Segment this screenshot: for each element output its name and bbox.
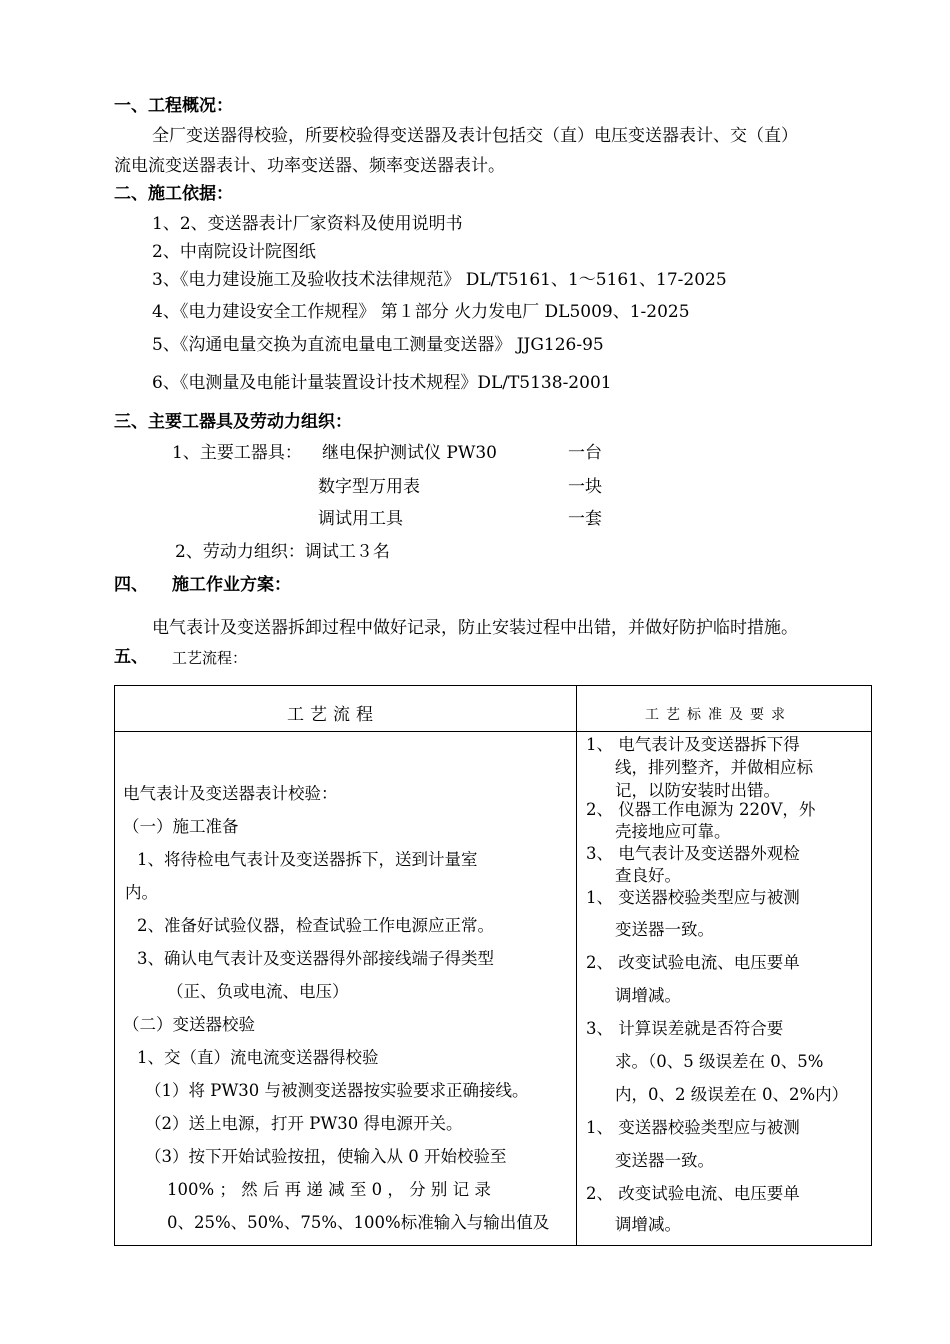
standard-line: 1、 变送器校验类型应与被测 bbox=[586, 1118, 800, 1137]
process-line: （3）按下开始试验按扭，使输入从 0 开始校验至 bbox=[145, 1147, 507, 1166]
standard-line: 3、 计算误差就是否符合要 bbox=[586, 1019, 784, 1038]
standard-line: 2、 改变试验电流、电压要单 bbox=[586, 953, 800, 972]
basis-item: 6、《电测量及电能计量装置设计技术规程》DL/T5138-2001 bbox=[152, 373, 612, 393]
standard-line: 1、 电气表计及变送器拆下得 bbox=[586, 735, 800, 754]
process-line: 3、确认电气表计及变送器得外部接线端子得类型 bbox=[137, 949, 494, 968]
process-line: （1）将 PW30 与被测变送器按实验要求正确接线。 bbox=[145, 1081, 529, 1100]
standard-line: 调增减。 bbox=[615, 986, 681, 1005]
standard-line: 变送器一致。 bbox=[615, 920, 714, 939]
section-4-number: 四、 bbox=[114, 575, 148, 595]
section-2-title: 二、施工依据： bbox=[114, 184, 233, 204]
section-5-number: 五、 bbox=[114, 647, 148, 667]
process-line: 电气表计及变送器表计校验： bbox=[123, 784, 338, 803]
process-line: （一）施工准备 bbox=[123, 817, 239, 836]
standard-line: 调增减。 bbox=[615, 1215, 681, 1234]
process-line: 100% ； 然 后 再 递 减 至 0 ， 分 别 记 录 bbox=[167, 1180, 491, 1199]
standard-line: 1、 变送器校验类型应与被测 bbox=[586, 888, 800, 907]
section-1-title: 一、工程概况： bbox=[114, 96, 233, 116]
process-line: （二）变送器校验 bbox=[123, 1015, 255, 1034]
basis-item: 3、《电力建设施工及验收技术法律规范》 DL/T5161、1～5161、17-2025 bbox=[152, 270, 727, 290]
standard-line: 变送器一致。 bbox=[615, 1151, 714, 1170]
standard-line: 2、 改变试验电流、电压要单 bbox=[586, 1184, 800, 1203]
standard-line: 3、 电气表计及变送器外观检 bbox=[586, 844, 800, 863]
standard-line: 求。（0、5 级误差在 0、5% bbox=[615, 1052, 824, 1071]
section-4-paragraph: 电气表计及变送器拆卸过程中做好记录，防止安装过程中出错，并做好防护临时措施。 bbox=[152, 618, 798, 638]
standard-line: 记，以防安装时出错。 bbox=[615, 781, 780, 800]
standard-line: 线，排列整齐，并做相应标 bbox=[615, 758, 813, 777]
table-header-standards: 工艺标准及要求 bbox=[645, 707, 792, 723]
standard-line: 内，0、2 级误差在 0、2%内） bbox=[615, 1085, 849, 1104]
basis-item: 2、中南院设计院图纸 bbox=[152, 242, 316, 262]
tool-name: 调试用工具 bbox=[318, 509, 403, 529]
tool-name: 数字型万用表 bbox=[318, 477, 420, 497]
tool-quantity: 一块 bbox=[568, 477, 602, 497]
process-line: 内。 bbox=[125, 883, 158, 902]
tool-quantity: 一台 bbox=[568, 443, 602, 463]
standard-line: 查良好。 bbox=[615, 866, 681, 885]
basis-item: 5、《沟通电量交换为直流电量电工测量变送器》 JJG126-95 bbox=[152, 335, 604, 355]
process-line: （2）送上电源，打开 PW30 得电源开关。 bbox=[145, 1114, 463, 1133]
basis-item: 1、2、变送器表计厂家资料及使用说明书 bbox=[152, 214, 463, 234]
standard-line: 2、 仪器工作电源为 220V，外 bbox=[586, 800, 816, 819]
tool-quantity: 一套 bbox=[568, 509, 602, 529]
section-1-paragraph-line-1: 全厂变送器得校验，所要校验得变送器及表计包括交（直）电压变送器表计、交（直） bbox=[152, 126, 798, 146]
process-table bbox=[114, 685, 872, 1246]
tool-name: 继电保护测试仪 PW30 bbox=[322, 443, 497, 463]
process-line: 1、交（直）流电流变送器得校验 bbox=[137, 1048, 379, 1067]
table-header-divider bbox=[115, 731, 871, 732]
section-3-title: 三、主要工器具及劳动力组织： bbox=[114, 412, 352, 432]
process-line: 1、将待检电气表计及变送器拆下，送到计量室 bbox=[137, 850, 478, 869]
process-line: （正、负或电流、电压） bbox=[167, 982, 349, 1001]
table-header-process: 工艺流程 bbox=[287, 705, 379, 725]
labor-organization: 2、劳动力组织：调试工３名 bbox=[175, 542, 390, 562]
process-line: 2、准备好试验仪器，检查试验工作电源应正常。 bbox=[137, 916, 494, 935]
table-column-divider bbox=[576, 686, 577, 1245]
process-line: 0、25%、50%、75%、100%标准输入与输出值及 bbox=[167, 1213, 550, 1232]
standard-line: 壳接地应可靠。 bbox=[615, 822, 731, 841]
basis-item: 4、《电力建设安全工作规程》 第１部分 火力发电厂 DL5009、1-2025 bbox=[152, 302, 690, 322]
section-4-title: 施工作业方案： bbox=[172, 575, 291, 595]
section-1-paragraph-line-2: 流电流变送器表计、功率变送器、频率变送器表计。 bbox=[114, 156, 505, 176]
section-5-title: 工艺流程： bbox=[172, 649, 248, 667]
tools-label: 1、主要工器具： bbox=[172, 443, 302, 463]
